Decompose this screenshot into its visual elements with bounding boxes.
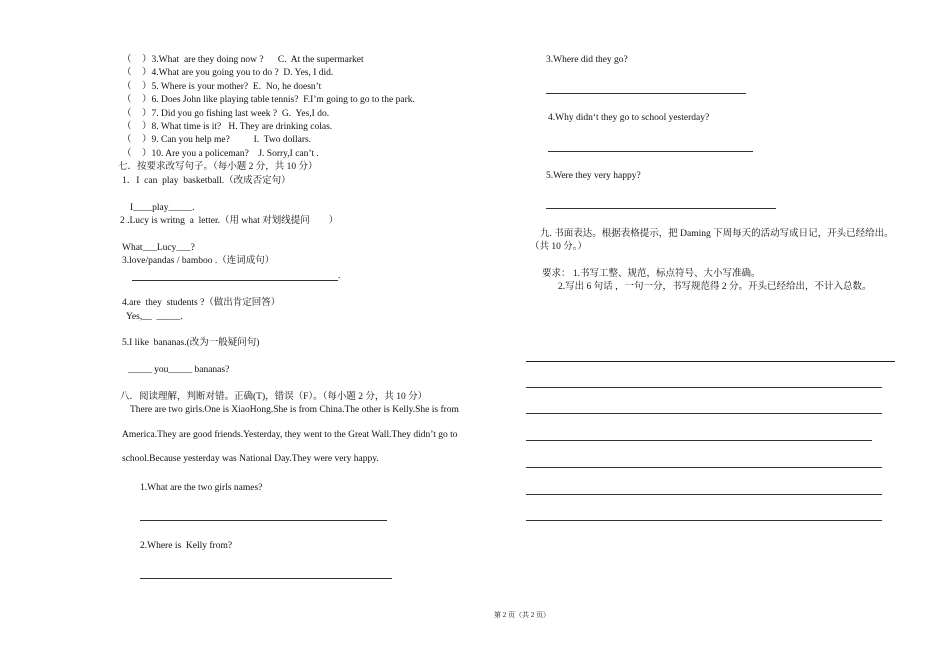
- answer-line-7-3[interactable]: [132, 280, 338, 281]
- section-7-title: 七．按要求改写句子。（每小题 2 分，共 10 分）: [118, 162, 318, 172]
- page-footer: 第 2 页（共 2 页）: [494, 611, 550, 619]
- question-8-4: 4.Why didn‘t they go to school yesterday?: [548, 113, 710, 123]
- writing-line-5[interactable]: [526, 494, 882, 495]
- question-7-5: 5.I like bananas.(改为一般疑问句): [122, 338, 260, 348]
- answer-7-4: Yes,__ _____.: [126, 312, 183, 322]
- matching-question-7: ）7. Did you go fishing last week ? G. Yes,I do.: [142, 108, 330, 119]
- question-7-2: 2 .Lucy is writng a letter.（用 what 对划线提问 ）: [120, 216, 339, 226]
- answer-line-8-1[interactable]: [140, 520, 387, 521]
- writing-line-6[interactable]: [526, 520, 882, 521]
- answer-7-1: I____play_____.: [130, 203, 195, 213]
- writing-line-1[interactable]: [526, 387, 882, 388]
- requirement-2: 2.写出 6 句话 ，一句一分，书写规范得 2 分。开头已经给出，不计入总数。: [558, 282, 872, 292]
- passage-line-3: school.Because yesterday was National Day.They were very happy.: [122, 454, 379, 464]
- section-9-title-score: （共 10 分。）: [530, 242, 588, 252]
- writing-table-top-border: [526, 361, 895, 362]
- question-7-3: 3.love/pandas / bamboo .（连词成句）: [122, 256, 275, 266]
- question-8-2: 2.Where is Kelly from?: [140, 541, 233, 551]
- answer-bracket-open: （: [122, 148, 132, 159]
- section-8-title: 八．阅读理解，判断对错。正确(T)，错误（F）。（每小题 2 分，共 10 分）: [120, 392, 428, 402]
- answer-bracket-open: （: [122, 122, 132, 132]
- answer-7-2: What___Lucy___?: [122, 243, 195, 253]
- section-9-title: 九. 书面表达。根据表格提示，把 Daming 下周每天的活动写成日记，开头已经给出。: [540, 229, 894, 239]
- answer-7-3-period: .: [338, 271, 341, 281]
- matching-question-10: ）10. Are you a policeman? J. Sorry,I can’t .: [142, 148, 319, 159]
- writing-line-4[interactable]: [526, 467, 882, 468]
- question-7-1: 1．I can play basketball.（改成否定句）: [122, 176, 291, 186]
- matching-question-3: ）3.What are they doing now ? C. At the supermarket: [142, 55, 364, 65]
- question-8-5: 5.Were they very happy?: [546, 171, 641, 181]
- answer-bracket-open: （: [122, 68, 132, 79]
- answer-bracket-open: （: [122, 81, 132, 92]
- writing-line-3[interactable]: [526, 440, 872, 441]
- answer-line-8-3[interactable]: [546, 93, 746, 94]
- answer-bracket-open: （: [122, 108, 132, 119]
- answer-line-8-2[interactable]: [140, 578, 392, 579]
- question-8-1: 1.What are the two girls names?: [140, 483, 263, 493]
- matching-question-9: ）9. Can you help me? I. Two dollars.: [142, 135, 312, 146]
- answer-line-8-5[interactable]: [546, 208, 776, 209]
- question-8-3: 3.Where did they go?: [546, 55, 628, 65]
- matching-question-6: ）6. Does John like playing table tennis? F.I’m going to go to the park.: [142, 95, 415, 106]
- matching-question-5: ）5. Where is your mother? E. No, he doesn’t: [142, 81, 322, 92]
- answer-bracket-open: （: [122, 135, 132, 146]
- requirement-1: 要求： 1.书写工整、规范，标点符号、大小写准确。: [542, 269, 761, 279]
- matching-question-8: ）8. What time is it? H. They are drinking colas.: [142, 122, 333, 132]
- answer-bracket-open: （: [122, 95, 132, 106]
- answer-bracket-open: （: [122, 55, 132, 65]
- answer-7-5: _____ you_____ bananas?: [128, 365, 230, 375]
- writing-line-2[interactable]: [526, 413, 882, 414]
- answer-line-8-4[interactable]: [548, 151, 753, 152]
- question-7-4: 4.are they students ?（做出肯定回答）: [122, 298, 281, 308]
- passage-line-2: America.They are good friends.Yesterday, they went to the Great Wall.They didn’t go to: [122, 430, 458, 440]
- passage-line-1: There are two girls.One is XiaoHong.She is from China.The other is Kelly.She is from: [130, 405, 459, 415]
- matching-question-4: ）4.What are you going you to do ? D. Yes, I did.: [142, 68, 334, 79]
